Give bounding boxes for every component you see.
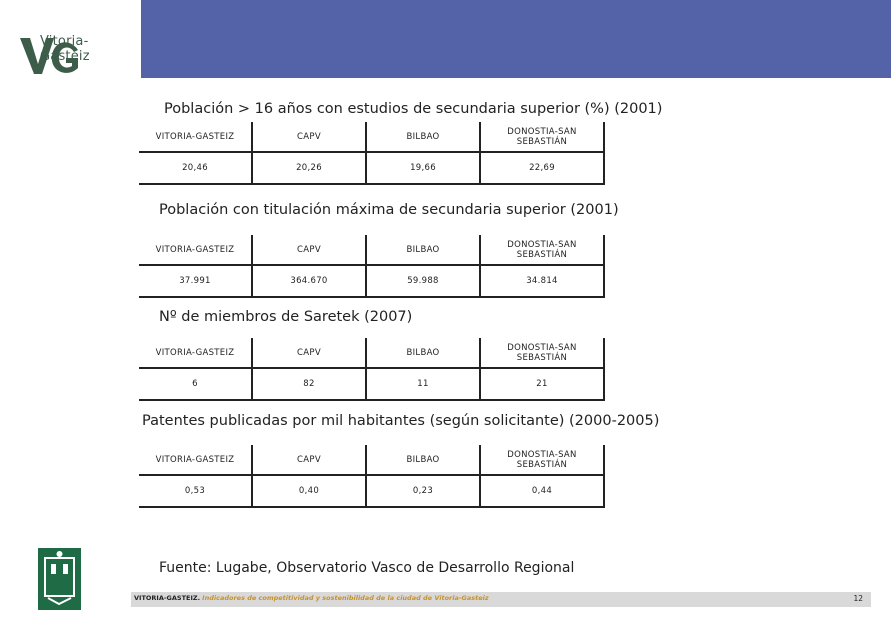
value-cell: 19,66 [366,152,480,184]
page-number: 12 [853,594,863,603]
section-title-patents: Patentes publicadas por mil habitantes (según solicitante) (2000-2005) [142,413,660,429]
city-logo [18,30,136,80]
header-cell: VITORIA-GASTEIZ [139,122,252,152]
city-crest-icon [38,548,81,610]
header-cell: CAPV [252,445,366,475]
header-cell: VITORIA-GASTEIZ [139,338,252,368]
value-cell: 0,40 [252,475,366,507]
value-cell: 364.670 [252,265,366,297]
header-cell: CAPV [252,122,366,152]
footer-caption [134,594,489,602]
footer-org: VITORIA-GASTEIZ. [134,594,201,602]
header-cell: VITORIA-GASTEIZ [139,445,252,475]
header-cell-text: DONOSTIA-SAN SEBASTIÁN [507,126,577,147]
section-title-secondary-studies: Población > 16 años con estudios de secundaria superior (%) (2001) [164,101,663,117]
header-cell [480,338,604,368]
value-cell: 20,26 [252,152,366,184]
header-cell: CAPV [252,338,366,368]
table-saretek-members [139,338,605,401]
footer-doc-title: Indicadores de competitividad y sostenibilidad de la ciudad de Vitoria-Gasteiz [202,594,489,602]
header-cell: BILBAO [366,445,480,475]
value-cell: 21 [480,368,604,400]
section-title-secondary-degree: Población con titulación máxima de secundaria superior (2001) [159,202,619,218]
value-cell: 82 [252,368,366,400]
header-cell-text: DONOSTIA-SAN SEBASTIÁN [507,342,577,363]
footer-bar [131,592,871,607]
table-secondary-degree [139,235,605,298]
table-patents [139,445,605,508]
header-banner [141,0,891,78]
value-cell: 0,23 [366,475,480,507]
logo-text: Vitoria-Gasteiz [40,34,90,64]
table-value-row [139,475,604,507]
header-cell: BILBAO [366,338,480,368]
header-cell: BILBAO [366,235,480,265]
header-cell [480,445,604,475]
table-header-row [139,338,604,368]
value-cell: 0,53 [139,475,252,507]
table-header-row [139,445,604,475]
header-cell [480,235,604,265]
header-cell-text: DONOSTIA-SAN SEBASTIÁN [507,449,577,470]
value-cell: 0,44 [480,475,604,507]
table-value-row [139,152,604,184]
header-cell: BILBAO [366,122,480,152]
header-cell-text: DONOSTIA-SAN SEBASTIÁN [507,239,577,260]
value-cell: 34.814 [480,265,604,297]
header-cell: CAPV [252,235,366,265]
value-cell: 20,46 [139,152,252,184]
value-cell: 59.988 [366,265,480,297]
header-cell [480,122,604,152]
table-header-row [139,235,604,265]
table-header-row [139,122,604,152]
value-cell: 11 [366,368,480,400]
value-cell: 22,69 [480,152,604,184]
value-cell: 37.991 [139,265,252,297]
header-cell: VITORIA-GASTEIZ [139,235,252,265]
value-cell: 6 [139,368,252,400]
source-note: Fuente: Lugabe, Observatorio Vasco de Desarrollo Regional [159,560,575,576]
section-title-saretek-members: Nº de miembros de Saretek (2007) [159,309,413,325]
table-value-row [139,265,604,297]
table-value-row [139,368,604,400]
table-secondary-studies [139,122,605,185]
